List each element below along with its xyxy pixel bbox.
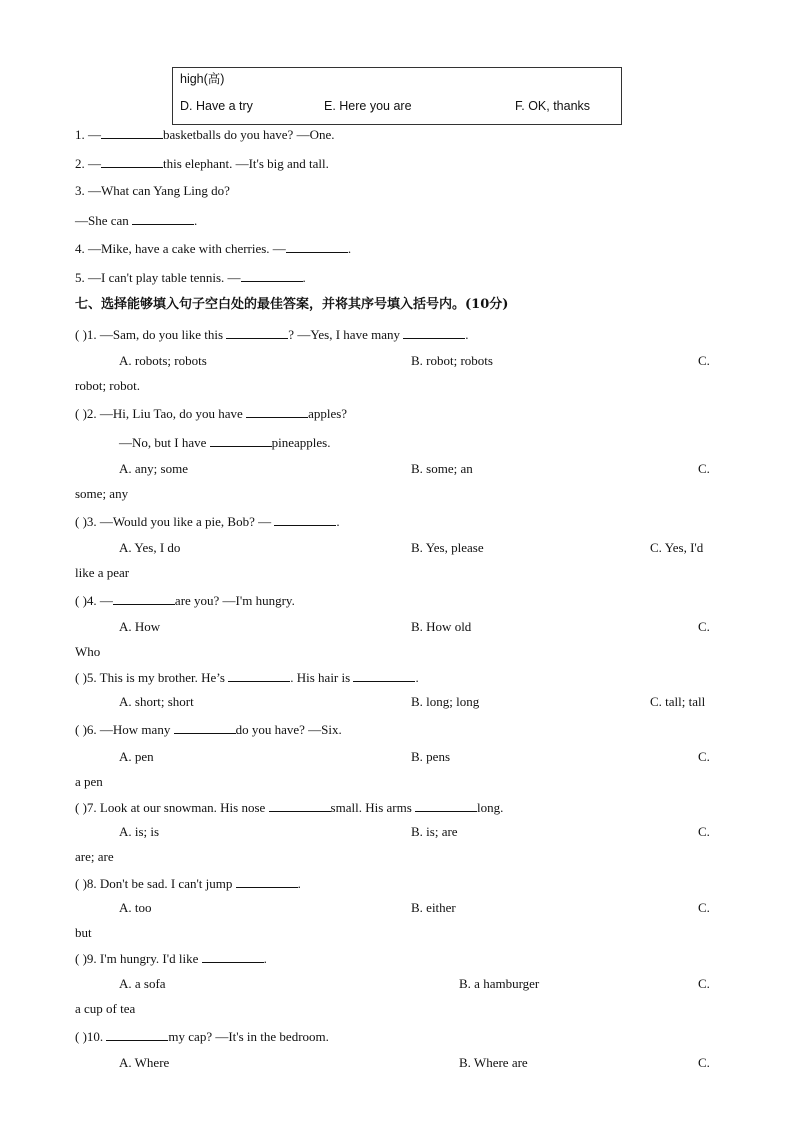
- answer-blank[interactable]: [403, 326, 465, 339]
- q3-option-b[interactable]: B. Yes, please: [411, 540, 484, 555]
- word-option-e: E. Here you are: [324, 99, 412, 113]
- q8-option-c-text: but: [75, 925, 92, 940]
- fill-item-3-answer: —She can .: [75, 213, 198, 228]
- fill-item-4: 4. —Mike, have a cake with cherries. — .: [75, 241, 352, 256]
- answer-blank[interactable]: [269, 799, 331, 812]
- question-10: ( )10. my cap? —It's in the bedroom.: [75, 1029, 329, 1044]
- q10-option-c[interactable]: C.: [698, 1055, 710, 1070]
- answer-blank[interactable]: [353, 669, 415, 682]
- q4-option-c[interactable]: C.: [698, 619, 710, 634]
- q5-option-a[interactable]: A. short; short: [119, 694, 194, 709]
- q8-option-a[interactable]: A. too: [119, 900, 152, 915]
- answer-blank[interactable]: [246, 405, 308, 418]
- q7-option-a[interactable]: A. is; is: [119, 824, 160, 839]
- q6-option-c-text: a pen: [75, 774, 103, 789]
- question-2-line2: —No, but I have pineapples.: [119, 435, 331, 450]
- q8-option-b[interactable]: B. either: [411, 900, 456, 915]
- answer-blank[interactable]: [226, 326, 288, 339]
- answer-blank[interactable]: [202, 950, 264, 963]
- answer-blank[interactable]: [101, 155, 163, 168]
- q6-option-a[interactable]: A. pen: [119, 749, 154, 764]
- q9-option-a[interactable]: A. a sofa: [119, 976, 166, 991]
- answer-blank[interactable]: [241, 269, 303, 282]
- q3-option-a[interactable]: A. Yes, I do: [119, 540, 181, 555]
- q10-option-a[interactable]: A. Where: [119, 1055, 170, 1070]
- answer-blank[interactable]: [415, 799, 477, 812]
- answer-blank[interactable]: [286, 240, 348, 253]
- q8-option-c[interactable]: C.: [698, 900, 710, 915]
- q2-option-c-text: some; any: [75, 486, 129, 501]
- answer-blank[interactable]: [236, 875, 298, 888]
- q1-option-b[interactable]: B. robot; robots: [411, 353, 493, 368]
- q9-option-c[interactable]: C.: [698, 976, 710, 991]
- q1-option-c[interactable]: C.: [698, 353, 710, 368]
- q7-option-c-text: are; are: [75, 849, 114, 864]
- word-box: [172, 67, 622, 125]
- answer-blank[interactable]: [174, 721, 236, 734]
- question-8: ( )8. Don't be sad. I can't jump .: [75, 876, 301, 891]
- question-9: ( )9. I'm hungry. I'd like .: [75, 951, 267, 966]
- q4-option-b[interactable]: B. How old: [411, 619, 472, 634]
- q2-option-a[interactable]: A. any; some: [119, 461, 188, 476]
- q9-option-b[interactable]: B. a hamburger: [459, 976, 540, 991]
- q2-option-c[interactable]: C.: [698, 461, 710, 476]
- fill-item-5: 5. —I can't play table tennis. — .: [75, 270, 306, 285]
- q5-option-b[interactable]: B. long; long: [411, 694, 480, 709]
- word-box-hint: high(高): [180, 72, 225, 86]
- fill-item-2: 2. — this elephant. —It's big and tall.: [75, 156, 329, 171]
- word-option-d: D. Have a try: [180, 99, 253, 113]
- answer-blank[interactable]: [106, 1028, 168, 1041]
- fill-item-3: 3. —What can Yang Ling do?: [75, 183, 230, 198]
- section-title: 七、选择能够填入句子空白处的最佳答案，并将其序号填入括号内。(10分): [75, 297, 509, 312]
- answer-blank[interactable]: [113, 592, 175, 605]
- answer-blank[interactable]: [101, 126, 163, 139]
- question-2: ( )2. —Hi, Liu Tao, do you have apples?: [75, 406, 348, 421]
- answer-blank[interactable]: [210, 434, 272, 447]
- fill-item-1: 1. — basketballs do you have? —One.: [75, 127, 335, 142]
- question-4: ( )4. — are you? —I'm hungry.: [75, 593, 295, 608]
- q3-option-c-text: like a pear: [75, 565, 130, 580]
- q6-option-c[interactable]: C.: [698, 749, 710, 764]
- question-3: ( )3. —Would you like a pie, Bob? — .: [75, 514, 340, 529]
- q4-option-a[interactable]: A. How: [119, 619, 161, 634]
- q3-option-c[interactable]: C. Yes, I'd: [650, 540, 704, 555]
- q2-option-b[interactable]: B. some; an: [411, 461, 473, 476]
- answer-blank[interactable]: [274, 513, 336, 526]
- q1-option-c-text: robot; robot.: [75, 378, 140, 393]
- question-1: ( )1. —Sam, do you like this ? —Yes, I have many .: [75, 327, 469, 342]
- q7-option-c[interactable]: C.: [698, 824, 710, 839]
- q10-option-b[interactable]: B. Where are: [459, 1055, 528, 1070]
- q1-option-a[interactable]: A. robots; robots: [119, 353, 207, 368]
- q9-option-c-text: a cup of tea: [75, 1001, 136, 1016]
- word-option-f: F. OK, thanks: [515, 99, 591, 113]
- q4-option-c-text: Who: [75, 644, 101, 659]
- q7-option-b[interactable]: B. is; are: [411, 824, 458, 839]
- question-6: ( )6. —How many do you have? —Six.: [75, 722, 342, 737]
- question-7: ( )7. Look at our snowman. His nose small. His arms long.: [75, 800, 504, 815]
- answer-blank[interactable]: [132, 212, 194, 225]
- question-5: ( )5. This is my brother. He’s . His hair is .: [75, 670, 419, 685]
- q5-option-c[interactable]: C. tall; tall: [650, 694, 706, 709]
- answer-blank[interactable]: [228, 669, 290, 682]
- q6-option-b[interactable]: B. pens: [411, 749, 450, 764]
